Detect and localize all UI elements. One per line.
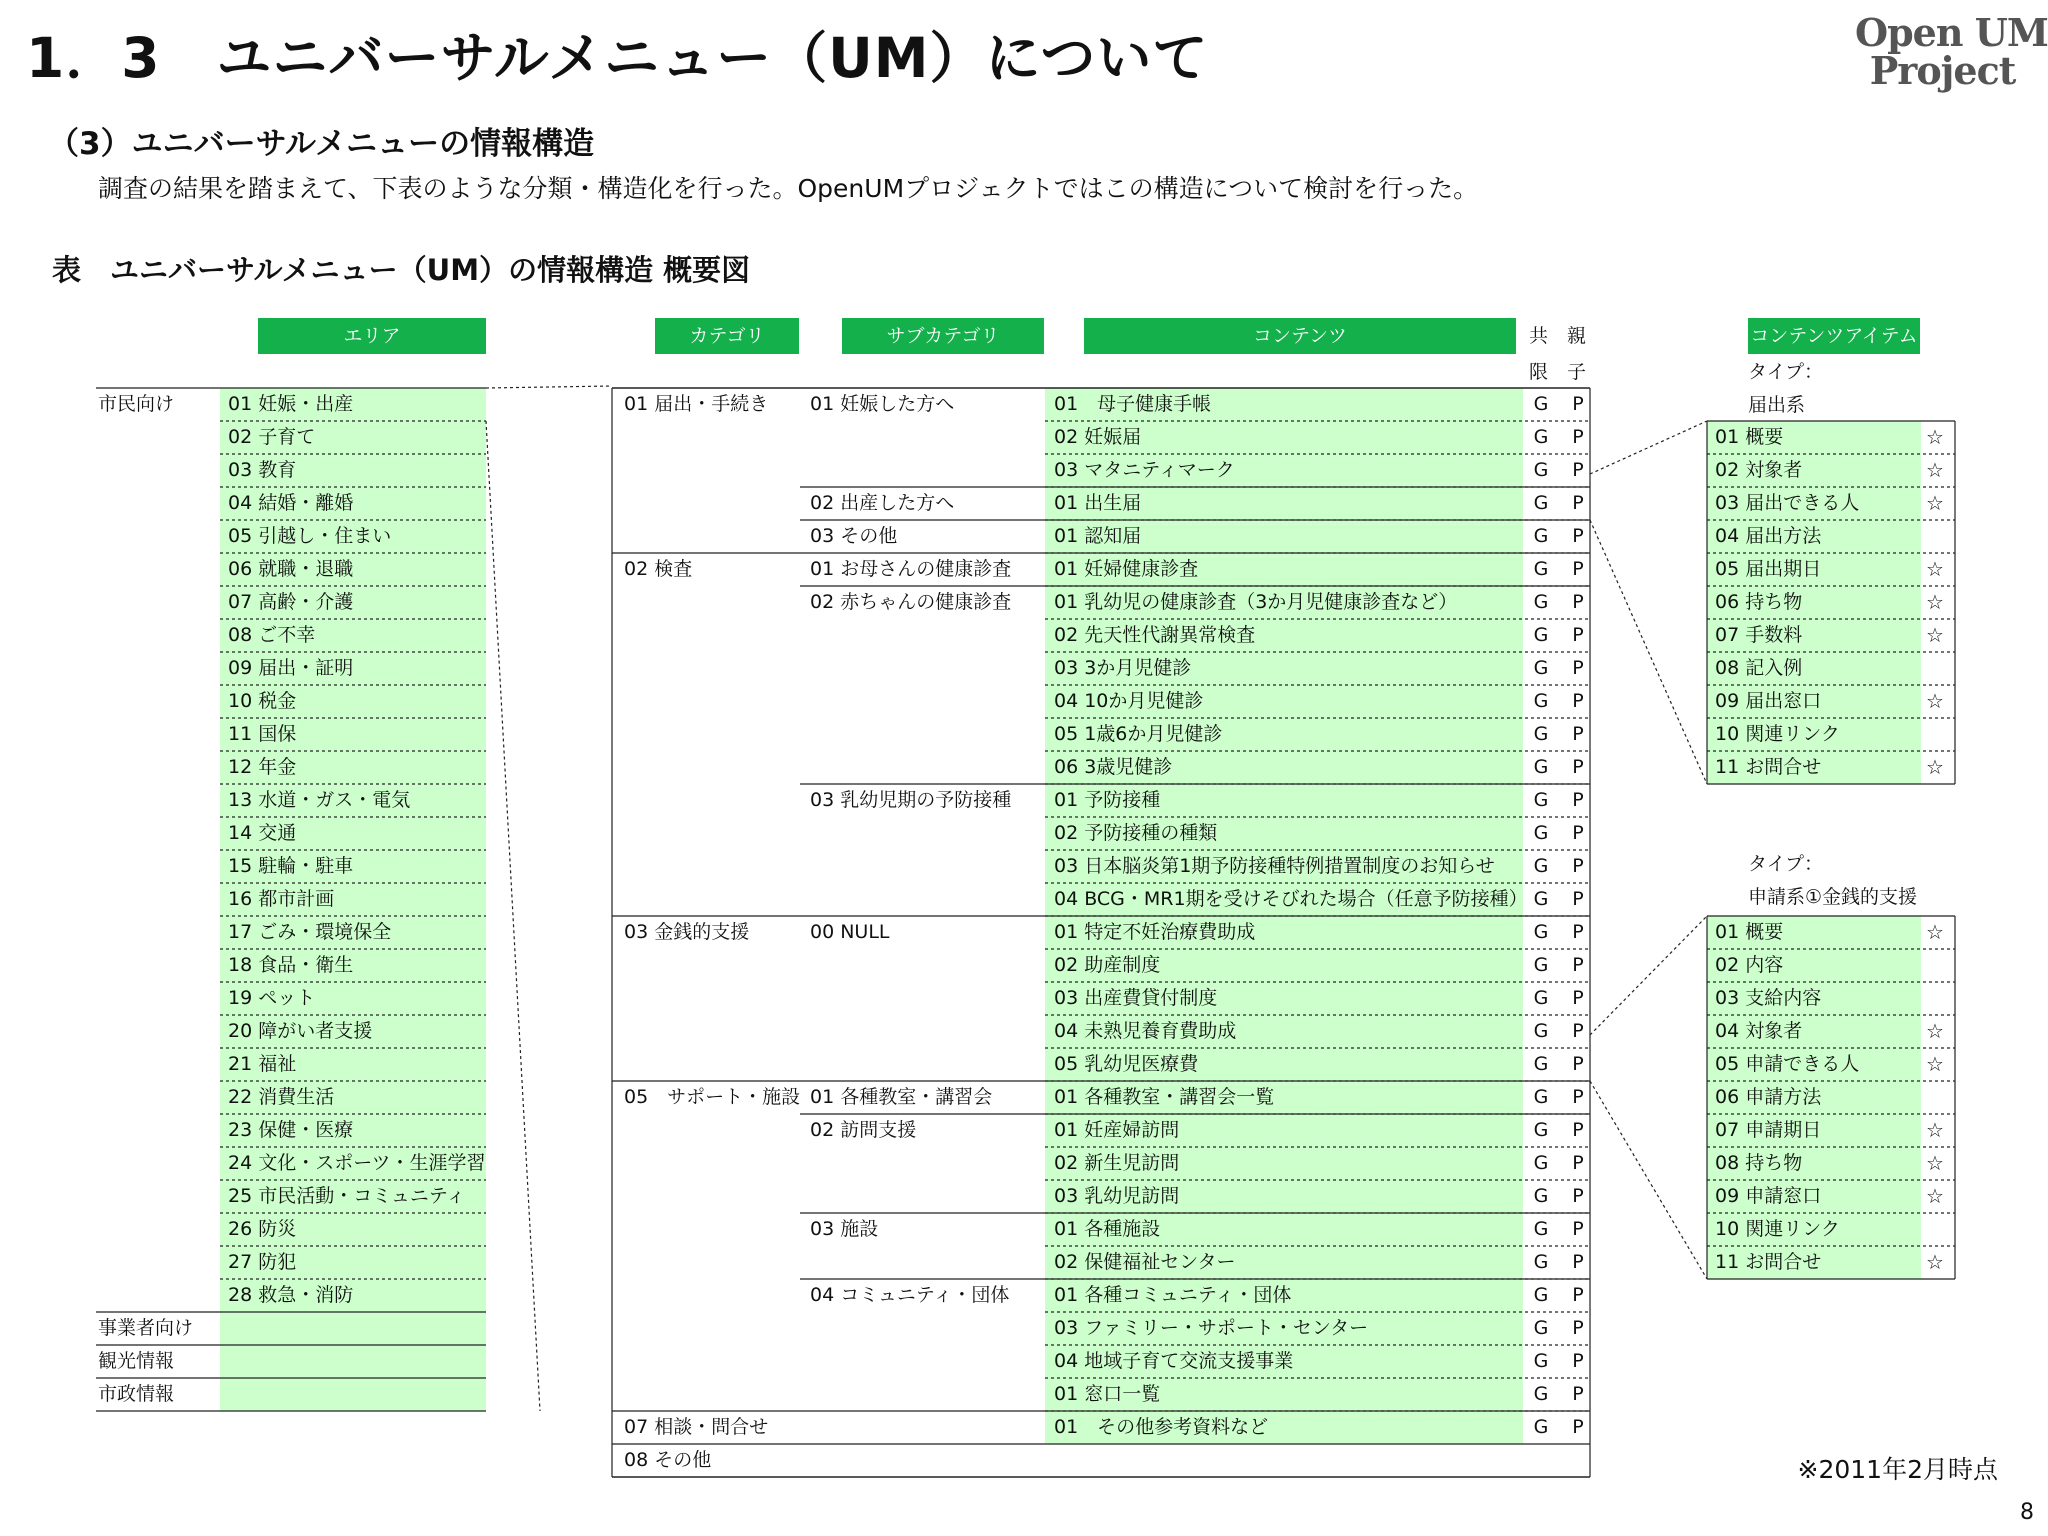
content-row: 02 新生児訪問	[1045, 1147, 1523, 1180]
area-row: 16 都市計画	[220, 883, 486, 916]
content-row: 01 各種施設	[1045, 1213, 1523, 1246]
shared-flag: G	[1533, 789, 1549, 811]
area-row: 26 防災	[220, 1213, 486, 1246]
area-row: 17 ごみ・環境保全	[220, 916, 486, 949]
header-area: エリア	[258, 318, 486, 354]
content-item-row: 07 申請期日	[1707, 1114, 1921, 1147]
parent-flag: P	[1572, 789, 1584, 811]
category-label: 01 届出・手続き	[624, 393, 769, 415]
description-text: 調査の結果を踏まえて、下表のような分類・構造化を行った。OpenUMプロジェクトではこの構造について検討を行った。	[98, 174, 1479, 203]
category-label: 02 検査	[624, 558, 693, 580]
content-row: 03 ファミリー・サポート・センター	[1045, 1312, 1523, 1345]
content-item-row: 11 お問合せ	[1707, 751, 1921, 784]
subcategory-label: 03 その他	[810, 525, 898, 547]
subcategory-label: 01 各種教室・講習会	[810, 1086, 993, 1108]
shared-flag: G	[1533, 954, 1549, 976]
header-parent-bottom: 子	[1567, 361, 1587, 383]
content-row: 01 乳幼児の健康診査（3か月児健康診査など）	[1045, 586, 1523, 619]
subcategory-label: 02 出産した方へ	[810, 492, 955, 514]
shared-flag: G	[1533, 1152, 1549, 1174]
parent-flag: P	[1572, 657, 1584, 679]
shared-flag: G	[1533, 1251, 1549, 1273]
shared-flag: G	[1533, 1284, 1549, 1306]
parent-flag: P	[1572, 426, 1584, 448]
parent-flag: P	[1572, 888, 1584, 910]
content-row: 01 その他参考資料など	[1045, 1411, 1523, 1444]
shared-flag: G	[1533, 1020, 1549, 1042]
parent-flag: P	[1572, 1350, 1584, 1372]
star-icon: ☆	[1926, 623, 1944, 647]
category-label: 08 その他	[624, 1449, 712, 1471]
parent-flag: P	[1572, 1185, 1584, 1207]
header-contents: コンテンツ	[1084, 318, 1516, 354]
content-row: 01 各種コミュニティ・団体	[1045, 1279, 1523, 1312]
content-item-row: 02 内容	[1707, 949, 1921, 982]
parent-flag: P	[1572, 987, 1584, 1009]
table-caption: 表 ユニバーサルメニュー（UM）の情報構造 概要図	[52, 253, 751, 287]
parent-flag: P	[1572, 1086, 1584, 1108]
item-group-1-bottom-connector	[1590, 520, 1707, 784]
content-item-row: 08 記入例	[1707, 652, 1921, 685]
content-row: 01 認知届	[1045, 520, 1523, 553]
shared-flag: G	[1533, 558, 1549, 580]
content-row: 03 3か月児健診	[1045, 652, 1523, 685]
header-subcategory: サブカテゴリ	[842, 318, 1044, 354]
content-item-row: 09 届出窓口	[1707, 685, 1921, 718]
content-item-row: 03 支給内容	[1707, 982, 1921, 1015]
shared-flag: G	[1533, 1350, 1549, 1372]
content-item-row: 11 お問合せ	[1707, 1246, 1921, 1279]
item-group-2-type-label: タイプ：	[1748, 853, 1824, 875]
area-row: 27 防犯	[220, 1246, 486, 1279]
header-shared-bottom: 限	[1529, 361, 1549, 383]
shared-flag: G	[1533, 1416, 1549, 1438]
parent-flag: P	[1572, 1251, 1584, 1273]
star-icon: ☆	[1926, 1151, 1944, 1175]
content-row: 04 BCG・MR1期を受けそびれた場合（任意予防接種）	[1045, 883, 1523, 916]
area-row: 24 文化・スポーツ・生涯学習	[220, 1147, 486, 1180]
content-item-row: 04 届出方法	[1707, 520, 1921, 553]
parent-flag: P	[1572, 459, 1584, 481]
category-label: 07 相談・問合せ	[624, 1416, 769, 1438]
shared-flag: G	[1533, 459, 1549, 481]
star-icon: ☆	[1926, 920, 1944, 944]
parent-flag: P	[1572, 921, 1584, 943]
area-row: 19 ペット	[220, 982, 486, 1015]
area-row: 25 市民活動・コミュニティ	[220, 1180, 486, 1213]
content-row: 03 マタニティマーク	[1045, 454, 1523, 487]
shared-flag: G	[1533, 426, 1549, 448]
content-item-row: 02 対象者	[1707, 454, 1921, 487]
subcategory-label: 01 妊娠した方へ	[810, 393, 955, 415]
star-icon: ☆	[1926, 1052, 1944, 1076]
parent-flag: P	[1572, 1317, 1584, 1339]
parent-flag: P	[1572, 1416, 1584, 1438]
star-icon: ☆	[1926, 491, 1944, 515]
section-heading: （3）ユニバーサルメニューの情報構造	[48, 126, 595, 162]
content-row: 04 未熟児養育費助成	[1045, 1015, 1523, 1048]
content-row: 05 1歳6か月児健診	[1045, 718, 1523, 751]
area-group-label: 事業者向け	[98, 1317, 194, 1339]
parent-flag: P	[1572, 1119, 1584, 1141]
shared-flag: G	[1533, 492, 1549, 514]
content-row: 03 日本脳炎第1期予防接種特例措置制度のお知らせ	[1045, 850, 1523, 883]
content-row: 04 10か月児健診	[1045, 685, 1523, 718]
shared-flag: G	[1533, 591, 1549, 613]
star-icon: ☆	[1926, 1118, 1944, 1142]
star-icon: ☆	[1926, 425, 1944, 449]
content-item-row: 08 持ち物	[1707, 1147, 1921, 1180]
content-row: 01 窓口一覧	[1045, 1378, 1523, 1411]
area-row: 10 税金	[220, 685, 486, 718]
area-row: 01 妊娠・出産	[220, 388, 486, 421]
star-icon: ☆	[1926, 1250, 1944, 1274]
area-row: 23 保健・医療	[220, 1114, 486, 1147]
parent-flag: P	[1572, 723, 1584, 745]
subcategory-label: 02 訪問支援	[810, 1119, 917, 1141]
star-icon: ☆	[1926, 557, 1944, 581]
area-diagonal-connector	[486, 421, 540, 1411]
area-row: 15 駐輪・駐車	[220, 850, 486, 883]
shared-flag: G	[1533, 1185, 1549, 1207]
parent-flag: P	[1572, 756, 1584, 778]
parent-flag: P	[1572, 1284, 1584, 1306]
content-row: 02 保健福祉センター	[1045, 1246, 1523, 1279]
shared-flag: G	[1533, 921, 1549, 943]
area-row: 13 水道・ガス・電気	[220, 784, 486, 817]
star-icon: ☆	[1926, 689, 1944, 713]
logo-line-1: Open UM	[1855, 10, 2048, 55]
parent-flag: P	[1572, 558, 1584, 580]
parent-flag: P	[1572, 591, 1584, 613]
page-title: 1．3 ユニバーサルメニュー（UM）について	[26, 26, 1209, 90]
item-group-2-bottom-connector	[1590, 1081, 1707, 1279]
parent-flag: P	[1572, 525, 1584, 547]
area-row: 03 教育	[220, 454, 486, 487]
shared-flag: G	[1533, 624, 1549, 646]
content-row: 01 妊産婦訪問	[1045, 1114, 1523, 1147]
logo-line-2: Project	[1869, 48, 2016, 93]
content-item-row: 05 届出期日	[1707, 553, 1921, 586]
content-item-row: 10 関連リンク	[1707, 1213, 1921, 1246]
shared-flag: G	[1533, 855, 1549, 877]
item-group-1-type-name: 届出系	[1748, 394, 1806, 416]
shared-flag: G	[1533, 393, 1549, 415]
shared-flag: G	[1533, 888, 1549, 910]
parent-flag: P	[1572, 393, 1584, 415]
parent-flag: P	[1572, 1053, 1584, 1075]
parent-flag: P	[1572, 1218, 1584, 1240]
subcategory-label: 02 赤ちゃんの健康診査	[810, 591, 1012, 613]
content-row: 01 母子健康手帳	[1045, 388, 1523, 421]
shared-flag: G	[1533, 1317, 1549, 1339]
content-row: 01 特定不妊治療費助成	[1045, 916, 1523, 949]
item-group-1-type-label: タイプ：	[1748, 361, 1824, 383]
content-item-row: 06 持ち物	[1707, 586, 1921, 619]
shared-flag: G	[1533, 987, 1549, 1009]
area-row: 09 届出・証明	[220, 652, 486, 685]
content-row: 03 乳幼児訪問	[1045, 1180, 1523, 1213]
parent-flag: P	[1572, 822, 1584, 844]
area-row: 02 子育て	[220, 421, 486, 454]
content-row: 01 各種教室・講習会一覧	[1045, 1081, 1523, 1114]
content-row: 01 予防接種	[1045, 784, 1523, 817]
item-group-2-top-connector	[1590, 916, 1707, 1035]
parent-flag: P	[1572, 855, 1584, 877]
subcategory-label: 00 NULL	[810, 921, 890, 943]
subcategory-label: 03 施設	[810, 1218, 879, 1240]
content-row: 02 先天性代謝異常検査	[1045, 619, 1523, 652]
area-row: 06 就職・退職	[220, 553, 486, 586]
parent-flag: P	[1572, 1383, 1584, 1405]
content-item-row: 09 申請窓口	[1707, 1180, 1921, 1213]
star-icon: ☆	[1926, 590, 1944, 614]
header-category: カテゴリ	[655, 318, 799, 354]
area-row: 08 ご不幸	[220, 619, 486, 652]
area-row: 07 高齢・介護	[220, 586, 486, 619]
shared-flag: G	[1533, 756, 1549, 778]
subcategory-label: 01 お母さんの健康診査	[810, 558, 1012, 580]
area-group-label: 観光情報	[98, 1350, 175, 1372]
area-row: 04 結婚・離婚	[220, 487, 486, 520]
subcategory-label: 04 コミュニティ・団体	[810, 1284, 1010, 1306]
shared-flag: G	[1533, 657, 1549, 679]
content-item-row: 06 申請方法	[1707, 1081, 1921, 1114]
shared-flag: G	[1533, 1053, 1549, 1075]
item-group-1-top-connector	[1590, 421, 1707, 474]
area-row: 20 障がい者支援	[220, 1015, 486, 1048]
content-item-row: 03 届出できる人	[1707, 487, 1921, 520]
header-shared-top: 共	[1529, 325, 1549, 347]
subcategory-label: 03 乳幼児期の予防接種	[810, 789, 1012, 811]
shared-flag: G	[1533, 1119, 1549, 1141]
item-group-2-type-name: 申請系①金銭的支援	[1748, 886, 1918, 908]
shared-flag: G	[1533, 1383, 1549, 1405]
star-icon: ☆	[1926, 1019, 1944, 1043]
content-item-row: 04 対象者	[1707, 1015, 1921, 1048]
star-icon: ☆	[1926, 458, 1944, 482]
area-row: 05 引越し・住まい	[220, 520, 486, 553]
content-item-row: 05 申請できる人	[1707, 1048, 1921, 1081]
star-icon: ☆	[1926, 755, 1944, 779]
category-label: 03 金銭的支援	[624, 921, 750, 943]
parent-flag: P	[1572, 954, 1584, 976]
category-label: 05 サポート・施設	[624, 1086, 801, 1108]
parent-flag: P	[1572, 624, 1584, 646]
content-row: 06 3歳児健診	[1045, 751, 1523, 784]
content-row: 01 出生届	[1045, 487, 1523, 520]
header-content-item: コンテンツアイテム	[1748, 318, 1920, 354]
shared-flag: G	[1533, 723, 1549, 745]
area-row: 28 救急・消防	[220, 1279, 486, 1312]
content-item-row: 01 概要	[1707, 421, 1921, 454]
parent-flag: P	[1572, 1152, 1584, 1174]
page-number: 8	[2020, 1500, 2034, 1525]
content-row: 05 乳幼児医療費	[1045, 1048, 1523, 1081]
content-row: 02 予防接種の種類	[1045, 817, 1523, 850]
parent-flag: P	[1572, 690, 1584, 712]
shared-flag: G	[1533, 1086, 1549, 1108]
shared-flag: G	[1533, 1218, 1549, 1240]
area-row: 21 福祉	[220, 1048, 486, 1081]
header-parent-top: 親	[1567, 325, 1587, 347]
footnote: ※2011年2月時点	[1797, 1455, 1998, 1484]
area-row: 22 消費生活	[220, 1081, 486, 1114]
area-group-label: 市政情報	[98, 1383, 175, 1405]
content-row: 02 助産制度	[1045, 949, 1523, 982]
shared-flag: G	[1533, 822, 1549, 844]
area-row: 14 交通	[220, 817, 486, 850]
parent-flag: P	[1572, 492, 1584, 514]
content-item-row: 10 関連リンク	[1707, 718, 1921, 751]
shared-flag: G	[1533, 690, 1549, 712]
area-row: 18 食品・衛生	[220, 949, 486, 982]
content-item-row: 01 概要	[1707, 916, 1921, 949]
content-row: 03 出産費貸付制度	[1045, 982, 1523, 1015]
content-item-row: 07 手数料	[1707, 619, 1921, 652]
area-row: 11 国保	[220, 718, 486, 751]
area-row: 12 年金	[220, 751, 486, 784]
star-icon: ☆	[1926, 1184, 1944, 1208]
content-row: 04 地域子育て交流支援事業	[1045, 1345, 1523, 1378]
content-row: 01 妊婦健康診査	[1045, 553, 1523, 586]
area-group-label: 市民向け	[98, 393, 175, 415]
shared-flag: G	[1533, 525, 1549, 547]
content-row: 02 妊娠届	[1045, 421, 1523, 454]
parent-flag: P	[1572, 1020, 1584, 1042]
area-category-connector	[486, 386, 612, 388]
